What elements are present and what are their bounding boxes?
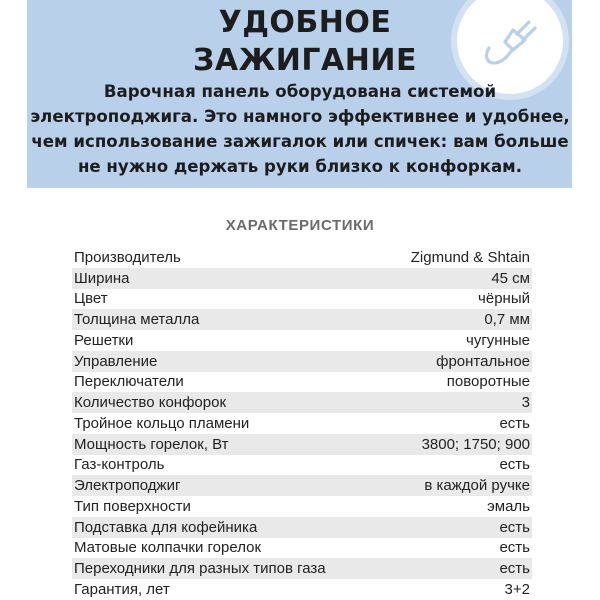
spec-row xyxy=(72,289,532,310)
spec-value: 3800; 1750; 900 xyxy=(421,435,530,453)
feature-description: Варочная панель оборудована системой электроподжига. Это намного эффективнее и удобнее, чем использование зажигалок или спичек: вам больше не нужно держать руки близко к конфоркам. xyxy=(30,82,570,176)
spec-value: есть xyxy=(499,456,530,474)
spec-value: чёрный xyxy=(478,290,530,308)
spec-label: Газ-контроль xyxy=(74,456,165,474)
spec-value: Zigmund & Shtain xyxy=(410,248,530,266)
spec-row xyxy=(72,330,532,351)
spec-row xyxy=(72,351,532,372)
plug-icon xyxy=(475,6,545,76)
spec-row xyxy=(72,558,532,579)
spec-row xyxy=(72,392,532,413)
spec-row xyxy=(72,455,532,476)
spec-row xyxy=(72,247,532,268)
feature-title-line1: УДОБНОЕ xyxy=(218,5,392,40)
spec-label: Решетки xyxy=(74,331,134,349)
spec-value: 0,7 мм xyxy=(484,311,530,329)
spec-row xyxy=(72,434,532,455)
spec-label: Переключатели xyxy=(74,373,184,391)
spec-row xyxy=(72,496,532,517)
spec-label: Производитель xyxy=(74,248,181,266)
spec-row xyxy=(72,579,532,600)
spec-row xyxy=(72,372,532,393)
specs-heading: ХАРАКТЕРИСТИКИ xyxy=(225,217,375,234)
feature-title-line2: ЗАЖИГАНИЕ xyxy=(193,43,417,78)
spec-label: Тип поверхности xyxy=(74,497,191,515)
spec-label: Матовые колпачки горелок xyxy=(74,539,262,557)
spec-label: Тройное кольцо пламени xyxy=(74,414,250,432)
feature-title xyxy=(150,4,460,80)
spec-label: Гарантия, лет xyxy=(74,580,170,598)
spec-value: 45 см xyxy=(491,269,530,287)
spec-row xyxy=(72,413,532,434)
specs-table xyxy=(72,247,532,600)
spec-row xyxy=(72,517,532,538)
spec-row xyxy=(72,268,532,289)
spec-value: эмаль xyxy=(487,497,530,515)
spec-label: Электроподжиг xyxy=(74,477,181,495)
spec-value: в каждой ручке xyxy=(424,477,530,495)
spec-value: поворотные xyxy=(446,373,530,391)
spec-label: Переходники для разных типов газа xyxy=(74,560,326,578)
spec-label: Управление xyxy=(74,352,158,370)
spec-label: Подставка для кофейника xyxy=(74,518,258,536)
spec-label: Толщина металла xyxy=(74,311,200,329)
spec-value: 3+2 xyxy=(504,580,530,598)
spec-value: чугунные xyxy=(466,331,530,349)
spec-label: Количество конфорок xyxy=(74,394,227,412)
spec-label: Мощность горелок, Вт xyxy=(74,435,229,453)
spec-value: 3 xyxy=(521,394,530,412)
spec-value: фронтальное xyxy=(436,352,530,370)
spec-row xyxy=(72,538,532,559)
spec-row xyxy=(72,309,532,330)
spec-label: Ширина xyxy=(74,269,130,287)
spec-row xyxy=(72,475,532,496)
spec-label: Цвет xyxy=(74,290,108,308)
spec-value: есть xyxy=(499,560,530,578)
spec-value: есть xyxy=(499,539,530,557)
spec-value: есть xyxy=(499,414,530,432)
spec-value: есть xyxy=(499,518,530,536)
